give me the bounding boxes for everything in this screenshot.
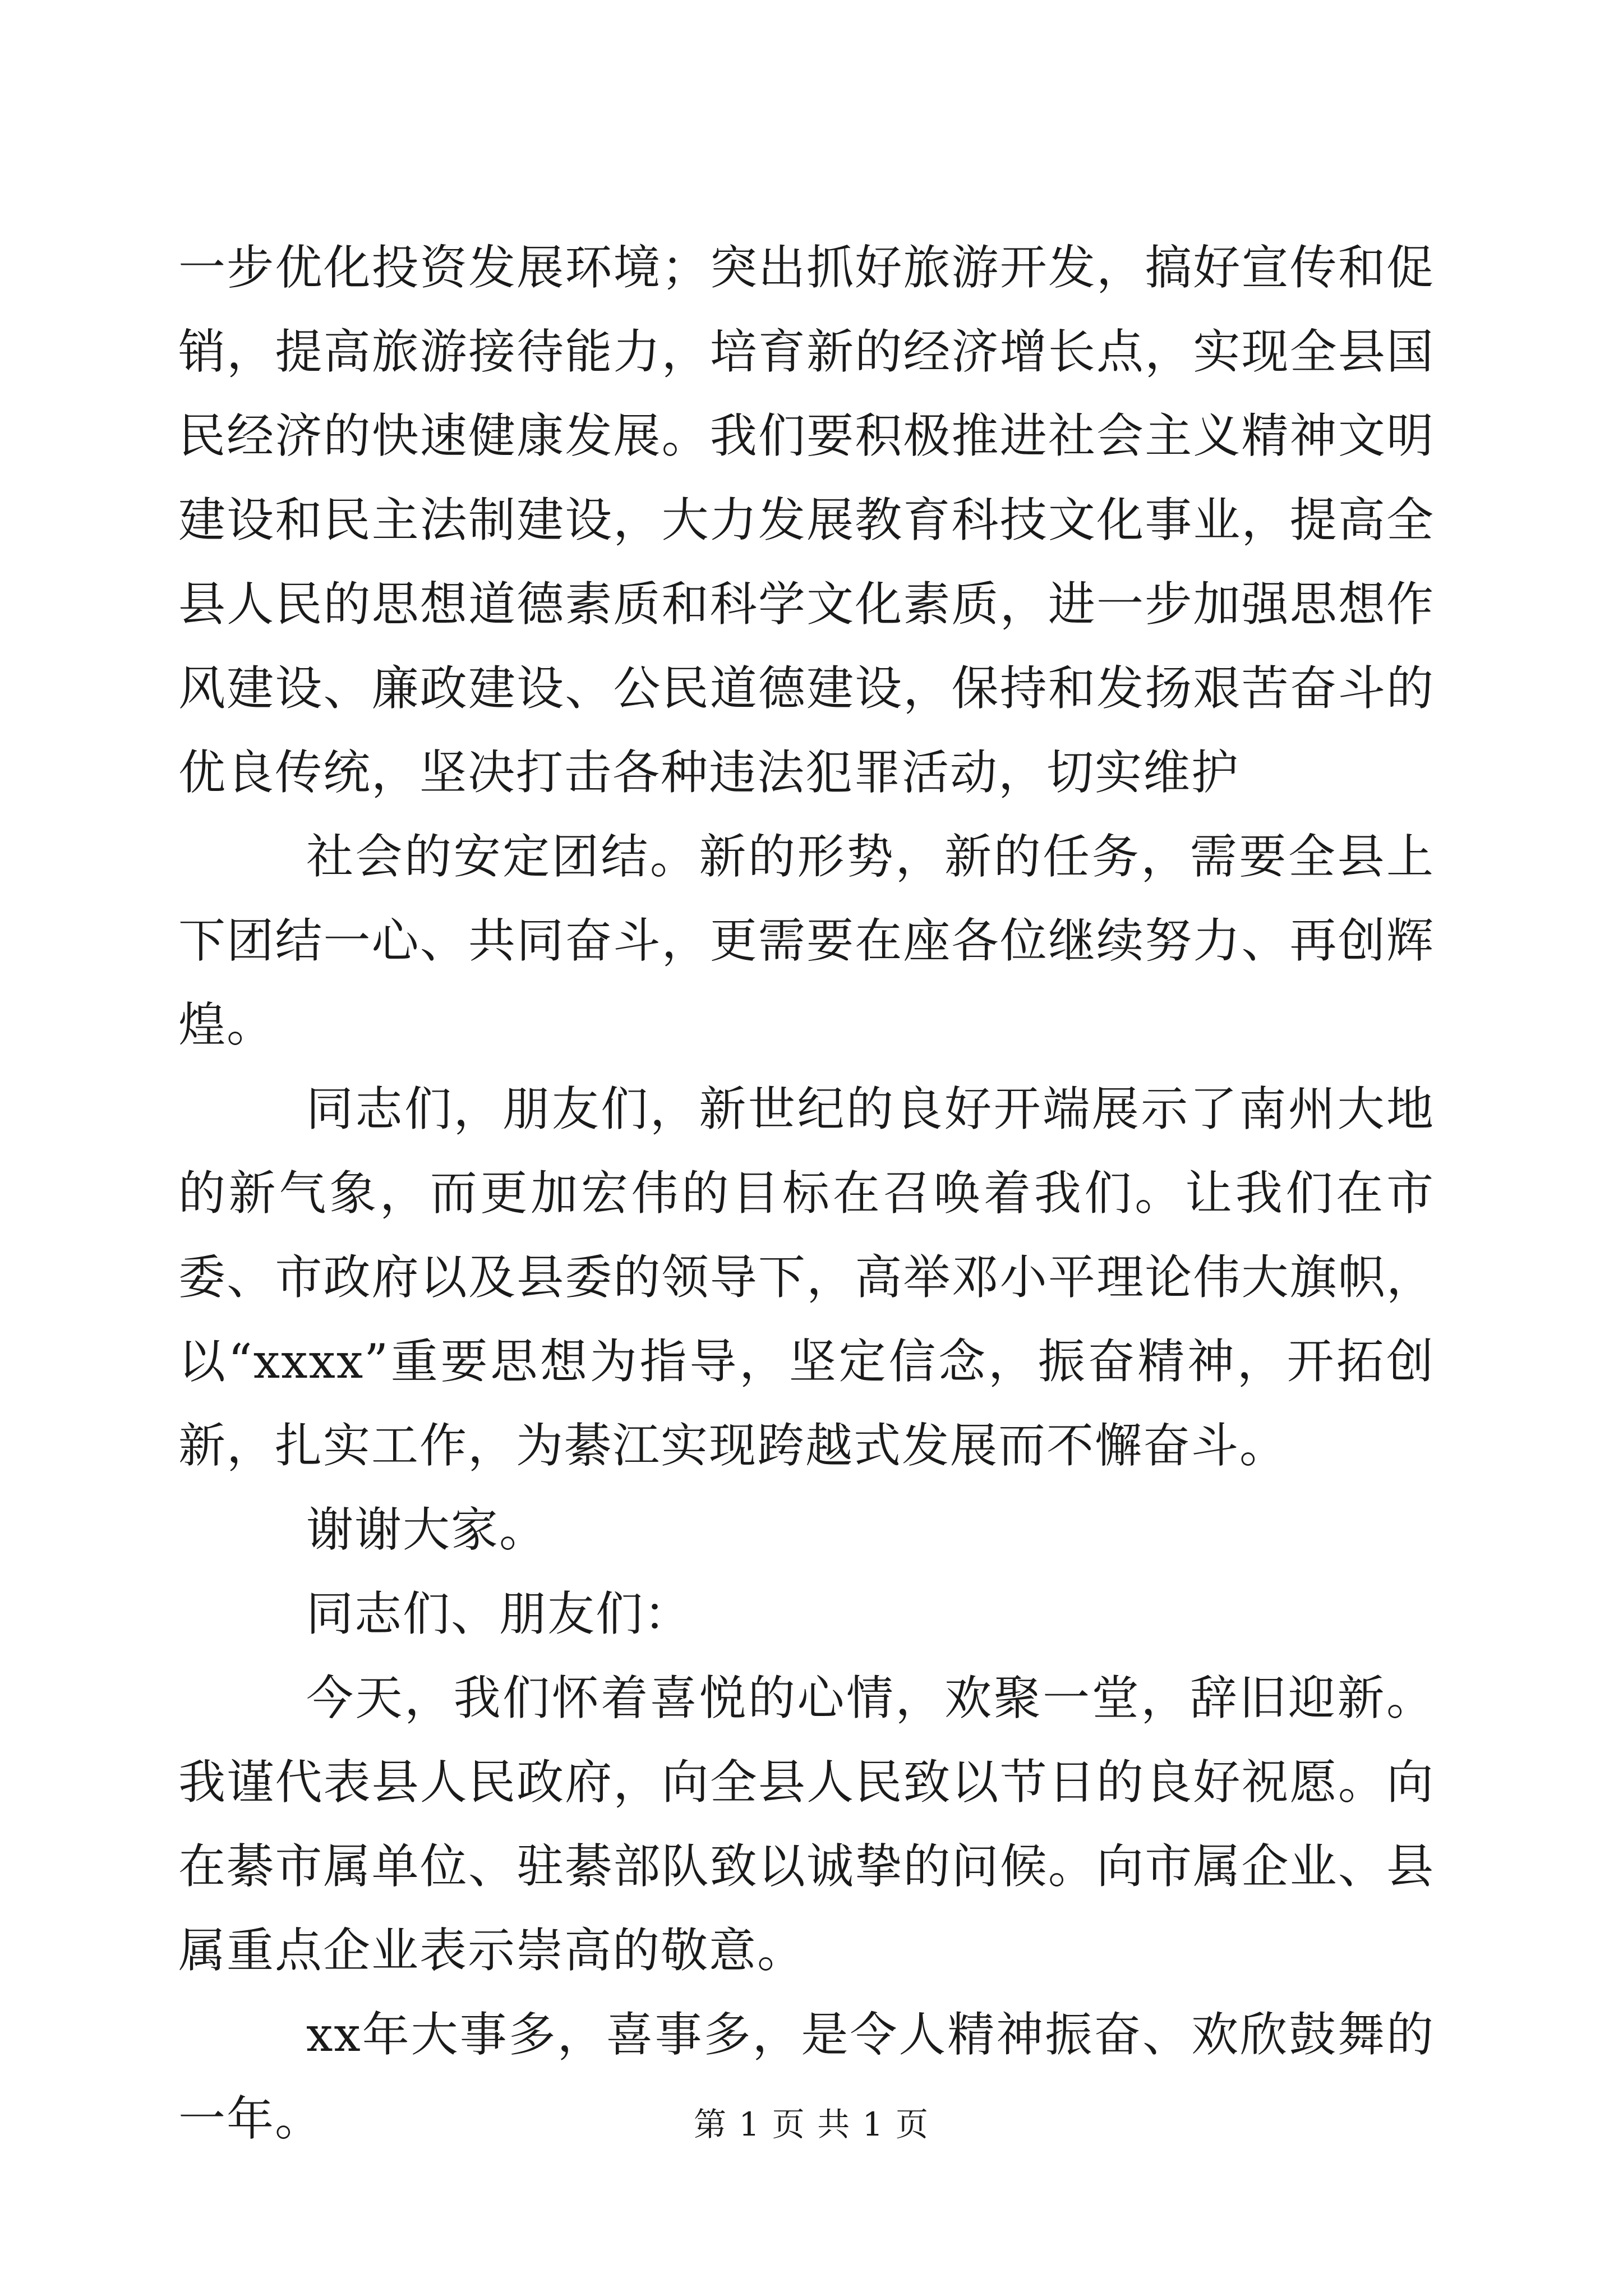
- paragraph-4: 谢谢大家。: [306, 1502, 548, 1557]
- paragraph-5: 同志们、朋友们：: [306, 1586, 693, 1641]
- paragraph-6: 今天，我们怀着喜悦的心情，欢聚一堂，辞旧迎新。我谨代表县人民政府，向全县人民致以节日的良好祝愿。向在綦市属单位、驻綦部队致以诚挚的问候。向市属企业、县属重点企业表示崇高的敬意。: [178, 1671, 1435, 1978]
- page-number-footer: 第 1 页 共 1 页: [694, 2105, 929, 2143]
- document-body: [178, 226, 1435, 2161]
- paragraph-1: 一步优化投资发展环境；突出抓好旅游开发，搞好宣传和促销，提高旅游接待能力，培育新的经济增长点，实现全县国民经济的快速健康发展。我们要积极推进社会主义精神文明建设和民主法制建设，大力发展教育科技文化事业，提高全县人民的思想道德素质和科学文化素质，进一步加强思想作风建设、廉政建设、公民道德建设，保持和发扬艰苦奋斗的优良传统，坚决打击各种违法犯罪活动，切实维护: [178, 240, 1435, 800]
- paragraph-7: xx年大事多，喜事多，是令人精神振奋、欢欣鼓舞的一年。: [178, 2007, 1435, 2146]
- paragraph-2: 社会的安定团结。新的形势，新的任务，需要全县上下团结一心、共同奋斗，更需要在座各位继续努力、再创辉煌。: [178, 829, 1435, 1052]
- paragraph-3: 同志们，朋友们，新世纪的良好开端展示了南州大地的新气象，而更加宏伟的目标在召唤着我们。让我们在市委、市政府以及县委的领导下，高举邓小平理论伟大旗帜，以“xxxx”重要思想为指导，坚定信念，振奋精神，开拓创新，扎实工作，为綦江实现跨越式发展而不懈奋斗。: [178, 1082, 1435, 1473]
